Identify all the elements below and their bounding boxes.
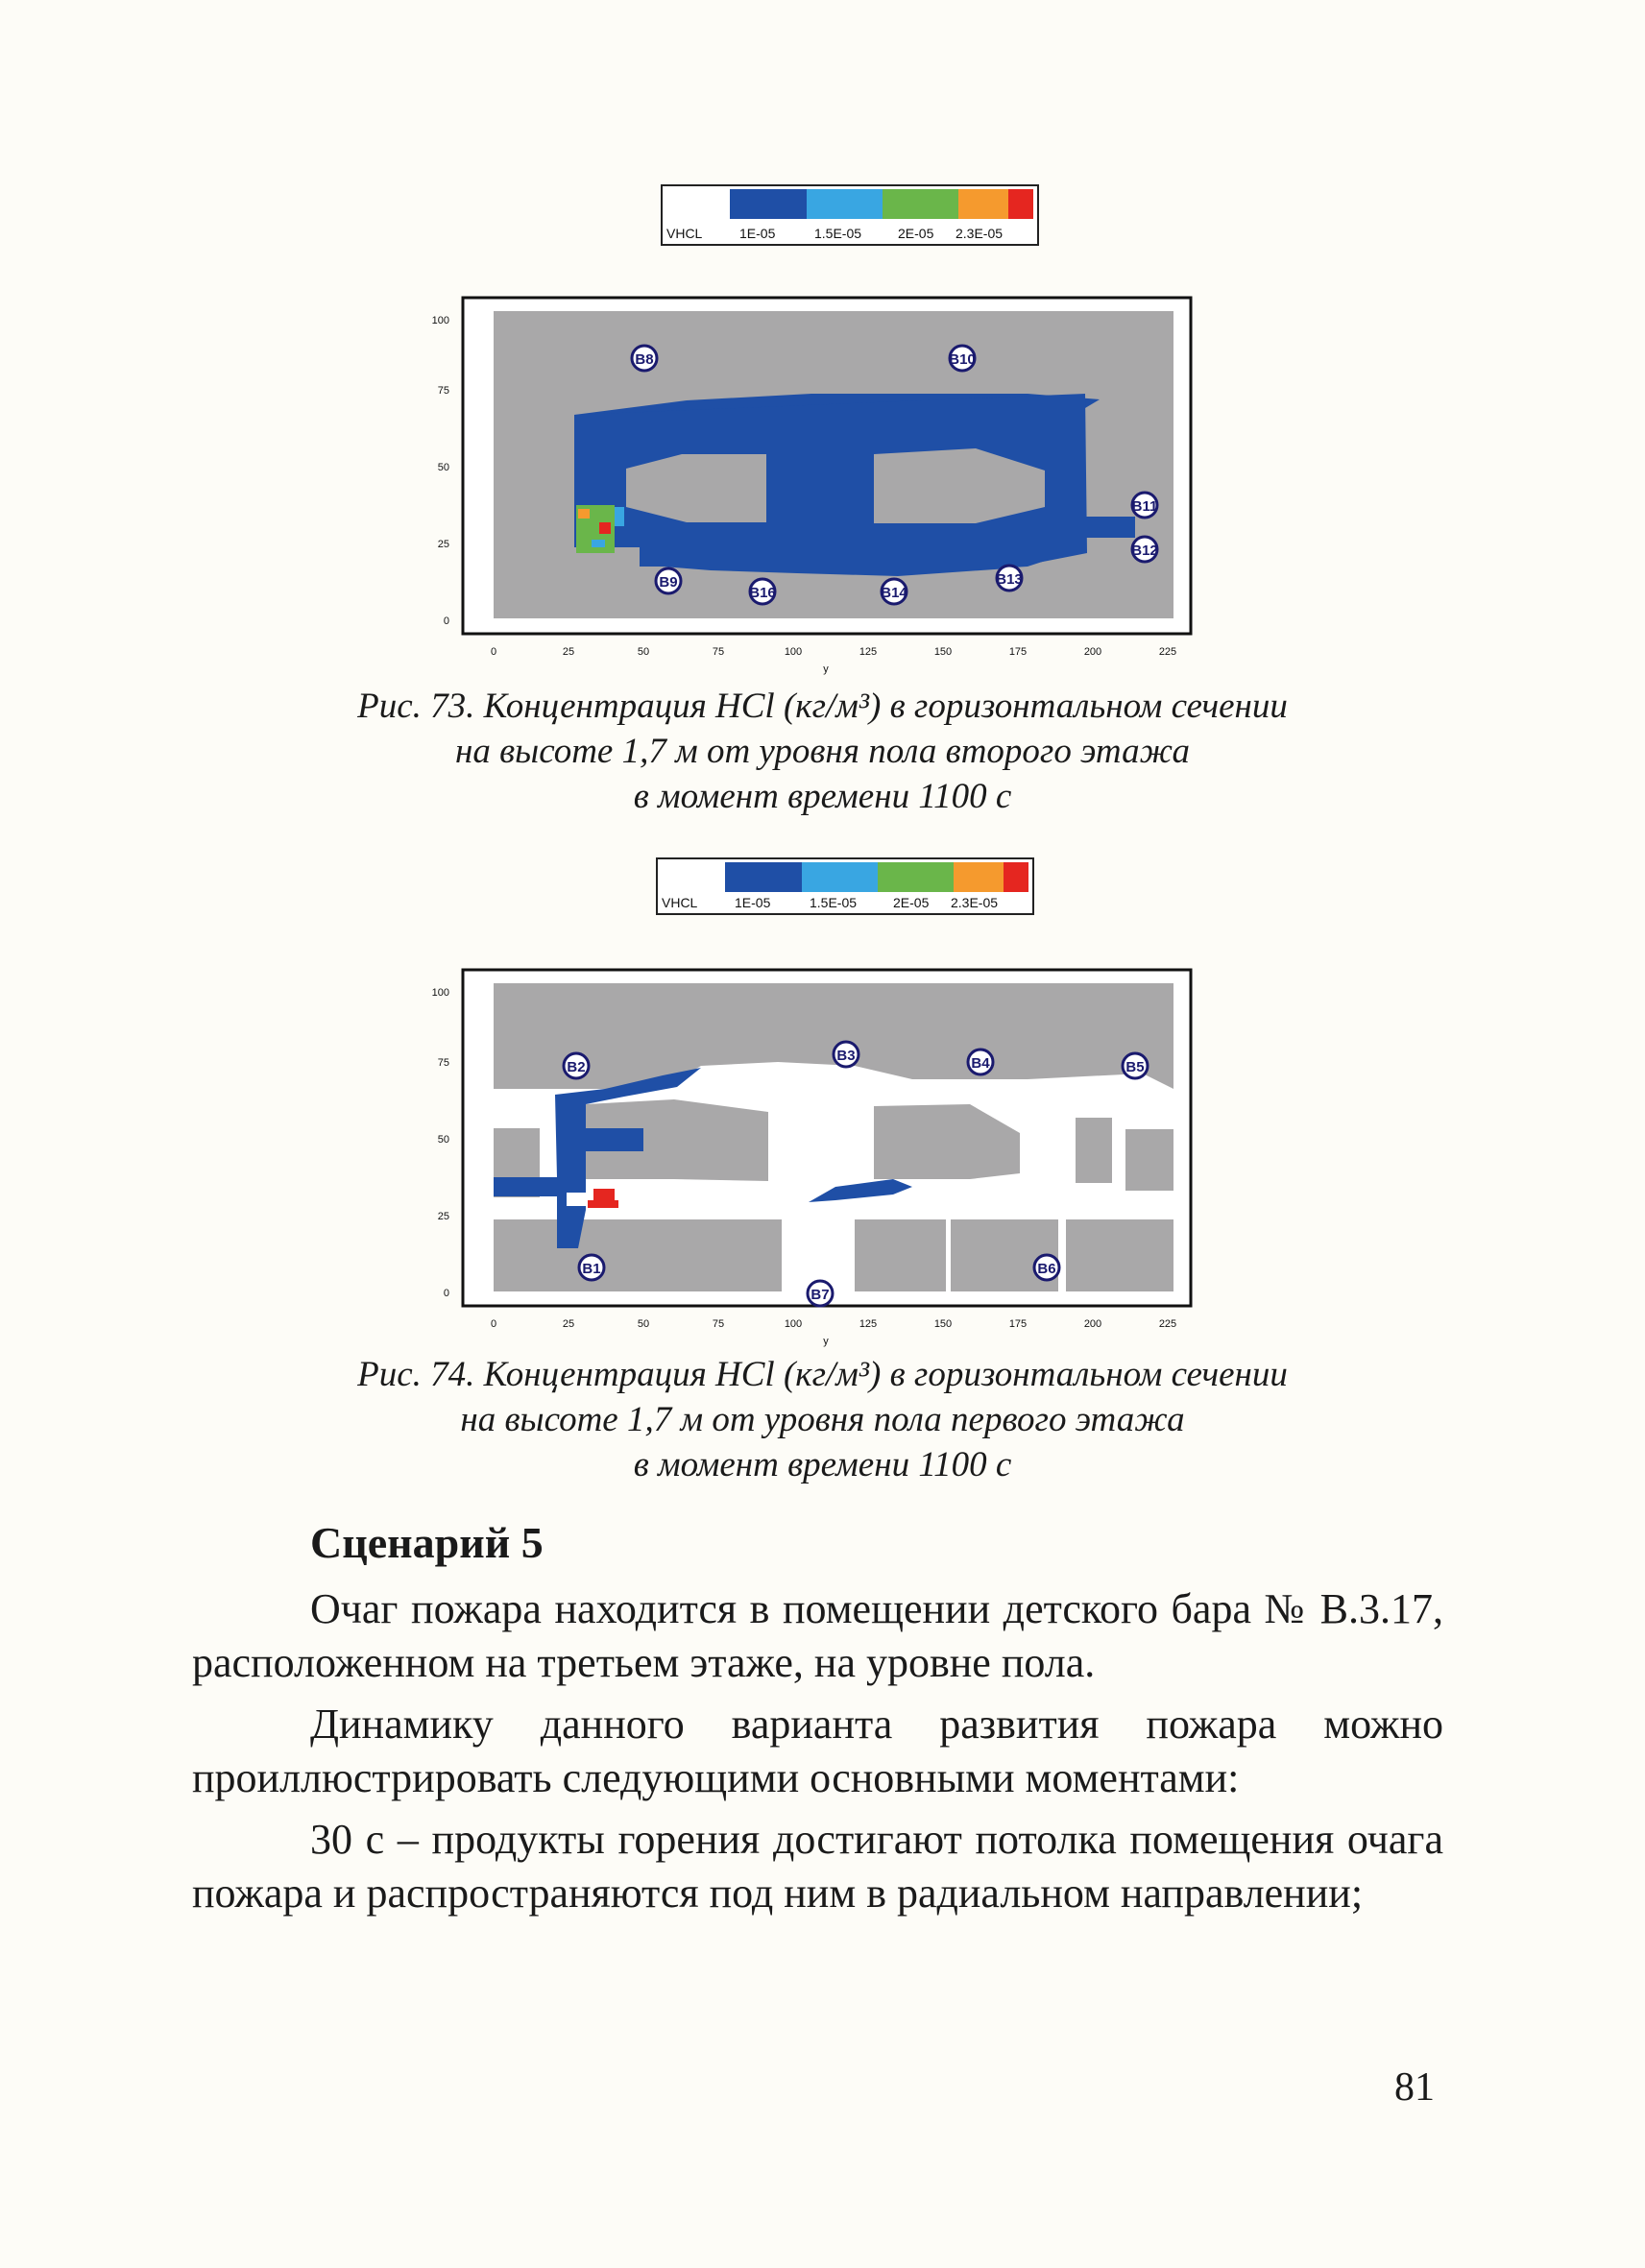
colorbar-tick: 2E-05: [893, 895, 930, 910]
fig74-plot: [413, 960, 1210, 1354]
caption-line: в момент времени 1100 с: [633, 1445, 1012, 1484]
svg-text:B13: B13: [996, 571, 1023, 588]
page-number: 81: [1394, 2065, 1435, 2110]
fig73-plot: [413, 288, 1210, 682]
marker-b8: [632, 346, 657, 371]
x-tick: 100: [784, 1318, 803, 1330]
y-tick: 100: [431, 987, 449, 999]
colorbar-tick: 1E-05: [735, 895, 771, 910]
marker-b13: [996, 566, 1023, 591]
colorbar-swatch: [878, 862, 954, 892]
fig73-colorbar: [661, 184, 1039, 246]
caption-line: Рис. 74. Концентрация HCl (кг/м³) в горизонтальном сечении: [357, 1355, 1288, 1394]
svg-text:B14: B14: [881, 585, 907, 601]
y-tick: 75: [437, 385, 449, 397]
svg-text:B16: B16: [749, 585, 776, 601]
x-tick: 50: [637, 1318, 650, 1330]
colorbar-tick: 1.5E-05: [810, 895, 858, 910]
x-tick: 75: [712, 1318, 725, 1330]
fig74-colorbar: [656, 857, 1034, 915]
caption-line: на высоте 1,7 м от уровня пола второго этажа: [454, 732, 1191, 771]
marker-b1: [579, 1255, 604, 1280]
colorbar-tick: 1.5E-05: [814, 226, 862, 241]
y-tick: 75: [437, 1057, 449, 1069]
colorbar-swatch: [730, 189, 807, 219]
x-tick: 100: [784, 646, 803, 658]
paragraph-2: Динамику данного варианта развития пожара можно проиллюстрировать следующими основными моментами:: [192, 1701, 1443, 1801]
colorbar-swatch: [1004, 862, 1028, 892]
y-tick: 0: [443, 615, 449, 627]
section-heading: Сценарий 5: [310, 1518, 544, 1567]
x-tick: 200: [1083, 1318, 1102, 1330]
svg-text:B8: B8: [635, 351, 654, 368]
colorbar-var: VHCL: [666, 226, 703, 241]
marker-b7: [808, 1281, 833, 1306]
x-tick: 25: [562, 1318, 575, 1330]
colorbar-swatch: [954, 862, 1004, 892]
svg-text:B6: B6: [1037, 1261, 1056, 1277]
svg-text:B1: B1: [582, 1261, 601, 1277]
fig73-caption: [0, 684, 1645, 819]
svg-text:B11: B11: [1131, 498, 1158, 515]
svg-text:B2: B2: [567, 1059, 586, 1075]
colorbar-swatch: [807, 189, 883, 219]
marker-b12: [1131, 537, 1158, 562]
colorbar-swatch: [725, 862, 802, 892]
marker-b3: [834, 1042, 859, 1067]
colorbar-tick: 2.3E-05: [956, 226, 1004, 241]
marker-b6: [1034, 1255, 1059, 1280]
colorbar-swatch: [802, 862, 878, 892]
marker-b5: [1123, 1053, 1148, 1078]
colorbar-tick: 2E-05: [898, 226, 934, 241]
svg-text:B5: B5: [1125, 1059, 1145, 1075]
x-tick: 225: [1158, 1318, 1177, 1330]
marker-b9: [656, 568, 681, 593]
svg-text:B12: B12: [1131, 543, 1158, 559]
y-tick: 100: [431, 315, 449, 326]
colorbar-swatch: [1008, 189, 1033, 219]
caption-line: в момент времени 1100 с: [633, 777, 1012, 816]
svg-text:B10: B10: [949, 351, 976, 368]
y-tick: 0: [443, 1288, 449, 1299]
y-tick: 25: [437, 539, 449, 550]
x-tick: 50: [637, 646, 650, 658]
x-tick: 175: [1008, 646, 1028, 658]
paragraph-1: Очаг пожара находится в помещении детского бара № B.3.17, расположенном на третьем этаже, на уровне пола.: [192, 1585, 1443, 1686]
marker-b2: [564, 1053, 589, 1078]
y-tick: 50: [437, 462, 449, 473]
svg-text:B7: B7: [810, 1287, 830, 1303]
caption-line: Рис. 73. Концентрация HCl (кг/м³) в горизонтальном сечении: [357, 687, 1288, 726]
y-tick: 50: [437, 1134, 449, 1146]
marker-b4: [968, 1050, 993, 1074]
colorbar-swatch: [883, 189, 958, 219]
fig74-caption: [0, 1352, 1645, 1487]
colorbar-swatch: [958, 189, 1008, 219]
caption-line: на высоте 1,7 м от уровня пола первого этажа: [460, 1400, 1185, 1439]
svg-text:B4: B4: [971, 1055, 990, 1072]
x-label: y: [823, 1336, 829, 1347]
x-tick: 0: [490, 1318, 497, 1330]
x-tick: 150: [933, 1318, 953, 1330]
marker-b10: [949, 346, 976, 371]
x-tick: 225: [1158, 646, 1177, 658]
x-label: y: [823, 664, 829, 675]
x-tick: 175: [1008, 1318, 1028, 1330]
marker-b14: [881, 579, 907, 604]
x-tick: 125: [859, 646, 878, 658]
paragraph-3: 30 с – продукты горения достигают потолка помещения очага пожара и распространяются под ним в радиальном направлении;: [192, 1816, 1443, 1917]
x-tick: 75: [712, 646, 725, 658]
colorbar-tick: 2.3E-05: [951, 895, 999, 910]
colorbar-tick: 1E-05: [739, 226, 776, 241]
svg-text:B3: B3: [836, 1048, 856, 1064]
x-tick: 200: [1083, 646, 1102, 658]
colorbar-var: VHCL: [662, 895, 698, 910]
svg-text:B9: B9: [659, 574, 678, 591]
x-tick: 125: [859, 1318, 878, 1330]
y-tick: 25: [437, 1211, 449, 1222]
x-tick: 150: [933, 646, 953, 658]
marker-b11: [1132, 493, 1158, 518]
x-tick: 0: [490, 646, 497, 658]
x-tick: 25: [562, 646, 575, 658]
marker-b16: [749, 579, 776, 604]
